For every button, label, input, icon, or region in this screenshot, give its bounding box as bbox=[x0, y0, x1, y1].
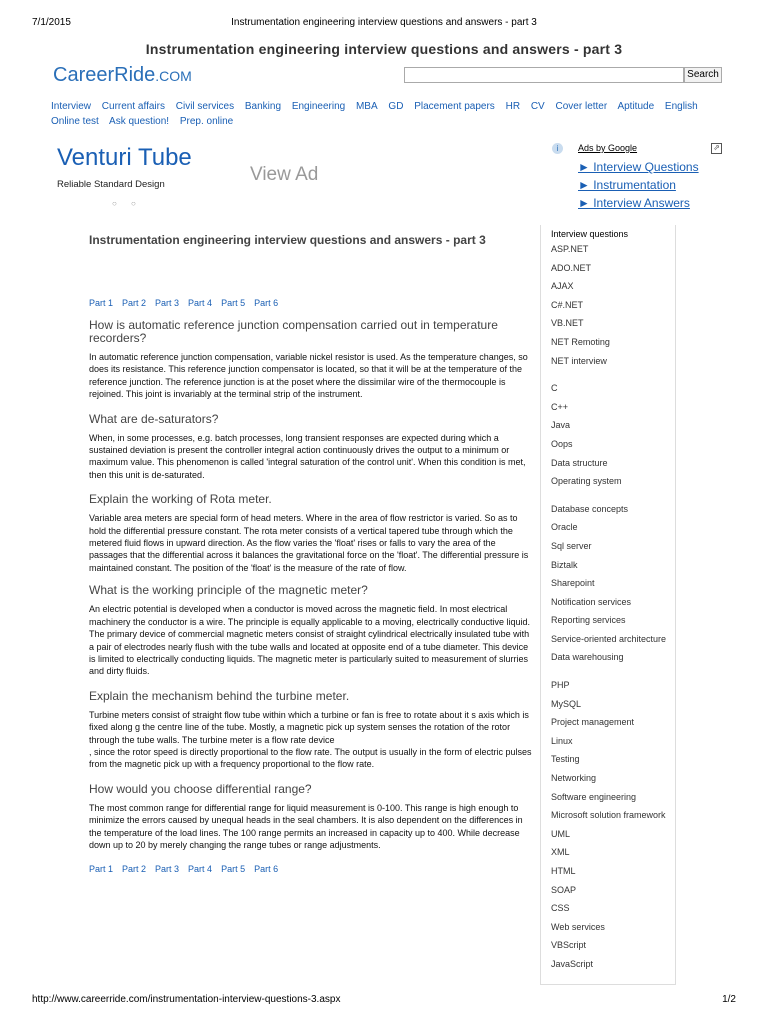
parts-nav-top bbox=[89, 297, 535, 309]
question-heading: Explain the working of Rota meter. bbox=[89, 492, 272, 507]
sidebar-item-networking[interactable]: Networking bbox=[551, 773, 597, 784]
nav-link-cover-letter[interactable]: Cover letter bbox=[555, 101, 608, 112]
sidebar-item-c[interactable]: C bbox=[551, 383, 558, 394]
part-link-1[interactable]: Part 1 bbox=[89, 298, 114, 308]
answer-text: In automatic reference junction compensation, variable nickel resistor is used. As the temperature changes, so does its resistance. This reference junction compensator is located, so that it will be at the temperature of the reference junction. The reference junction is at the poset where the dissimilar wire of the thermocouple is rejoined. This joint is invariably at the terminal strip of the instrument. bbox=[89, 352, 528, 400]
answer-text: Variable area meters are special form of head meters. Where in the area of flow restrictor is varied. So as to hold the differential pressure constant. The rota meter consists of a vertical tapered tube through which the metered fluid flows in upward direction. As the flow varies the 'float' rises or falls to vary the area of the passages that the differential across it balances the gravitational force on the 'float'. The differential pressure is maintained constant. The position of the 'float' is the measure of the rate of flow. bbox=[89, 513, 529, 573]
nav-link-civil-services[interactable]: Civil services bbox=[175, 101, 235, 112]
nav-link-ask-question[interactable]: Ask question! bbox=[109, 116, 170, 127]
nav-link-mba[interactable]: MBA bbox=[355, 101, 378, 112]
part-link-2[interactable]: Part 2 bbox=[122, 864, 147, 875]
sidebar-item-css[interactable]: CSS bbox=[551, 903, 570, 914]
sidebar-item-javascript[interactable]: JavaScript bbox=[551, 958, 594, 969]
print-title: Instrumentation engineering interview questions and answers - part 3 bbox=[231, 17, 537, 28]
nav-link-placement-papers[interactable]: Placement papers bbox=[414, 101, 495, 112]
nav-link-banking[interactable]: Banking bbox=[244, 101, 282, 112]
sidebar-item-sql-server[interactable]: Sql server bbox=[551, 540, 592, 551]
part-link-1[interactable]: Part 1 bbox=[89, 864, 114, 875]
article-title: Instrumentation engineering interview questions and answers - part 3 bbox=[89, 233, 486, 247]
site-title: Instrumentation engineering interview questions and answers - part 3 bbox=[145, 41, 623, 57]
nav-link-english[interactable]: English bbox=[664, 101, 698, 112]
qa-list bbox=[89, 319, 535, 851]
ad-link[interactable]: ► Instrumentation bbox=[578, 178, 676, 192]
answer-text: An electric potential is developed when a conductor is moved across the magnetic field. In most electrical machinery the conductor is a wire. The principle is equally applicable to a moving, electrically conductive liquid. The primary device of commercial magnetic meters consist of straight cylindrical electrically insulated tube with a pair of electrodes nearly flush with the tube walls and located at opposite end of a tube diameter. This device is limited to electrically conducting liquids. The magnetic meter is particularly suited to measurement of slurries and dirty fluids. bbox=[89, 604, 531, 677]
answer-text: The most common range for differential range for liquid measurement is 0-100. This range is high enough to minimize the errors caused by unequal heads in the seal chambers. It is also dependent on the differences in the temperature of the load lines. The 100 range permits an increased in capacity up to 400. While decrease down up to 20 by merely changing the range tubes or range adjustments. bbox=[89, 802, 523, 850]
question-heading: What are de-saturators? bbox=[89, 411, 219, 426]
sidebar-item-testing[interactable]: Testing bbox=[551, 754, 580, 765]
part-link-5[interactable]: Part 5 bbox=[221, 298, 246, 308]
ad-title[interactable]: Venturi Tube bbox=[57, 144, 192, 171]
part-link-5[interactable]: Part 5 bbox=[221, 864, 246, 875]
ads-by-google-link[interactable]: Ads by Google bbox=[578, 143, 638, 153]
nav-link-online-test[interactable]: Online test bbox=[51, 116, 99, 127]
ad-link[interactable]: ► Interview Answers bbox=[578, 196, 690, 210]
sidebar-item-vbscript[interactable]: VBScript bbox=[551, 940, 587, 951]
main-nav bbox=[51, 99, 711, 129]
nav-link-engineering[interactable]: Engineering bbox=[291, 101, 346, 112]
sidebar-item-reporting-services[interactable]: Reporting services bbox=[551, 615, 626, 626]
sidebar-item-ado-net[interactable]: ADO.NET bbox=[551, 262, 592, 273]
answer-text: Turbine meters consist of straight flow tube within which a turbine or fan is free to rotate about it s axis which is fixed along g the centre line of the tube. Mostly, a magnetic pick up system senses the rotation of the rotor through the tube walls. The turbine meter is a flow rate device , since the rotor speed is directly proportional to the flow rate. The output is usually in the form of electric pulses from the magnetic pick up with a frequency proportional to the flow rate. bbox=[89, 709, 532, 770]
print-date: 7/1/2015 bbox=[32, 17, 71, 28]
answer-text: When, in some processes, e.g. batch processes, long transient responses are expected during which a sustained deviation is present the controller integral action continuously drives the output to a minimum or maximum value. This phenomenon is called 'integral saturation of the control unit'. When this condition is met, then this unit is de-saturated. bbox=[89, 432, 526, 480]
sidebar-item-microsoft-solution-framework[interactable]: Microsoft solution framework bbox=[551, 810, 666, 821]
sidebar-item-operating-system[interactable]: Operating system bbox=[551, 476, 622, 487]
part-link-4[interactable]: Part 4 bbox=[188, 864, 213, 875]
sidebar-item-html[interactable]: HTML bbox=[551, 866, 576, 876]
sidebar-item-oops[interactable]: Oops bbox=[551, 438, 573, 449]
nav-link-current-affairs[interactable]: Current affairs bbox=[101, 101, 165, 112]
logo-suffix: .COM bbox=[155, 68, 192, 84]
print-footer bbox=[32, 994, 736, 1008]
nav-link-aptitude[interactable]: Aptitude bbox=[617, 101, 655, 112]
nav-link-hr[interactable]: HR bbox=[505, 101, 521, 112]
sidebar-group-gap bbox=[551, 491, 675, 500]
careerride-logo[interactable] bbox=[53, 64, 192, 87]
nav-link-interview[interactable]: Interview bbox=[51, 101, 92, 112]
part-link-6[interactable]: Part 6 bbox=[254, 864, 279, 875]
sidebar-item-mysql[interactable]: MySQL bbox=[551, 698, 582, 709]
sidebar-group-gap bbox=[551, 370, 675, 379]
ad-subtitle: Reliable Standard Design bbox=[57, 179, 165, 190]
ad-info-icon[interactable]: i bbox=[552, 143, 563, 154]
nav-link-cv[interactable]: CV bbox=[530, 101, 545, 112]
part-link-6[interactable]: Part 6 bbox=[254, 298, 279, 308]
search-input[interactable] bbox=[404, 67, 684, 83]
sidebar-item-java[interactable]: Java bbox=[551, 420, 571, 431]
sidebar-item-xml[interactable]: XML bbox=[551, 847, 570, 858]
ad-link[interactable]: ► Interview Questions bbox=[578, 160, 699, 174]
sidebar-item-net-remoting[interactable]: NET Remoting bbox=[551, 336, 610, 347]
sidebar-item-sharepoint[interactable]: Sharepoint bbox=[551, 578, 595, 589]
sidebar-group-gap bbox=[551, 667, 675, 676]
sidebar-item-data-warehousing[interactable]: Data warehousing bbox=[551, 652, 624, 663]
sidebar-item-database-concepts[interactable]: Database concepts bbox=[551, 503, 629, 514]
sidebar-item-linux[interactable]: Linux bbox=[551, 735, 573, 746]
sidebar-item-data-structure[interactable]: Data structure bbox=[551, 457, 608, 468]
part-link-4[interactable]: Part 4 bbox=[188, 298, 213, 308]
sidebar-item-c-net[interactable]: C#.NET bbox=[551, 299, 584, 310]
sidebar-item-biztalk[interactable]: Biztalk bbox=[551, 559, 578, 570]
sidebar-item-web-services[interactable]: Web services bbox=[551, 921, 605, 932]
search-button[interactable]: Search bbox=[684, 67, 722, 83]
sidebar-item-uml[interactable]: UML bbox=[551, 828, 571, 839]
sidebar-item-notification-services[interactable]: Notification services bbox=[551, 596, 632, 607]
print-url: http://www.careerride.com/instrumentation-interview-questions-3.aspx bbox=[32, 994, 341, 1005]
question-heading: Explain the mechanism behind the turbine meter. bbox=[89, 688, 350, 703]
sidebar-item-oracle[interactable]: Oracle bbox=[551, 522, 578, 533]
logo-main: CareerRide bbox=[53, 64, 156, 86]
question-heading: What is the working principle of the magnetic meter? bbox=[89, 583, 368, 598]
sidebar-item-net-interview[interactable]: NET interview bbox=[551, 355, 607, 366]
view-ad-button[interactable]: View Ad bbox=[250, 164, 319, 185]
sidebar-item-vb-net[interactable]: VB.NET bbox=[551, 318, 584, 329]
sidebar-item-project-management[interactable]: Project management bbox=[551, 717, 635, 728]
sidebar-item-ajax[interactable]: AJAX bbox=[551, 281, 574, 292]
sidebar-item-asp-net[interactable]: ASP.NET bbox=[551, 244, 589, 254]
nav-link-gd[interactable]: GD bbox=[388, 101, 404, 112]
sidebar-item-software-engineering[interactable]: Software engineering bbox=[551, 791, 637, 802]
ad-pager-dots[interactable]: ○ ○ bbox=[112, 199, 142, 208]
sidebar bbox=[540, 225, 676, 985]
part-link-3[interactable]: Part 3 bbox=[155, 298, 180, 308]
question-heading: How would you choose differential range? bbox=[89, 781, 312, 796]
sidebar-item-php[interactable]: PHP bbox=[551, 680, 570, 691]
sidebar-heading: Interview questions bbox=[551, 229, 629, 239]
sidebar-item-soap[interactable]: SOAP bbox=[551, 884, 577, 895]
sidebar-item-c[interactable]: C++ bbox=[551, 401, 569, 412]
part-link-2[interactable]: Part 2 bbox=[122, 298, 147, 308]
sidebar-item-service-oriented-architecture[interactable]: Service-oriented architecture bbox=[551, 633, 667, 644]
ad-links bbox=[578, 158, 699, 212]
print-page-number: 1/2 bbox=[722, 994, 736, 1005]
part-link-3[interactable]: Part 3 bbox=[155, 864, 180, 875]
main-content bbox=[89, 233, 535, 875]
external-link-icon[interactable]: ⇗ bbox=[711, 143, 722, 154]
parts-nav-bottom bbox=[89, 863, 535, 875]
print-header bbox=[32, 17, 736, 31]
question-heading: How is automatic reference junction compensation carried out in temperature recorders? bbox=[89, 318, 498, 345]
nav-link-prep-online[interactable]: Prep. online bbox=[179, 116, 234, 127]
